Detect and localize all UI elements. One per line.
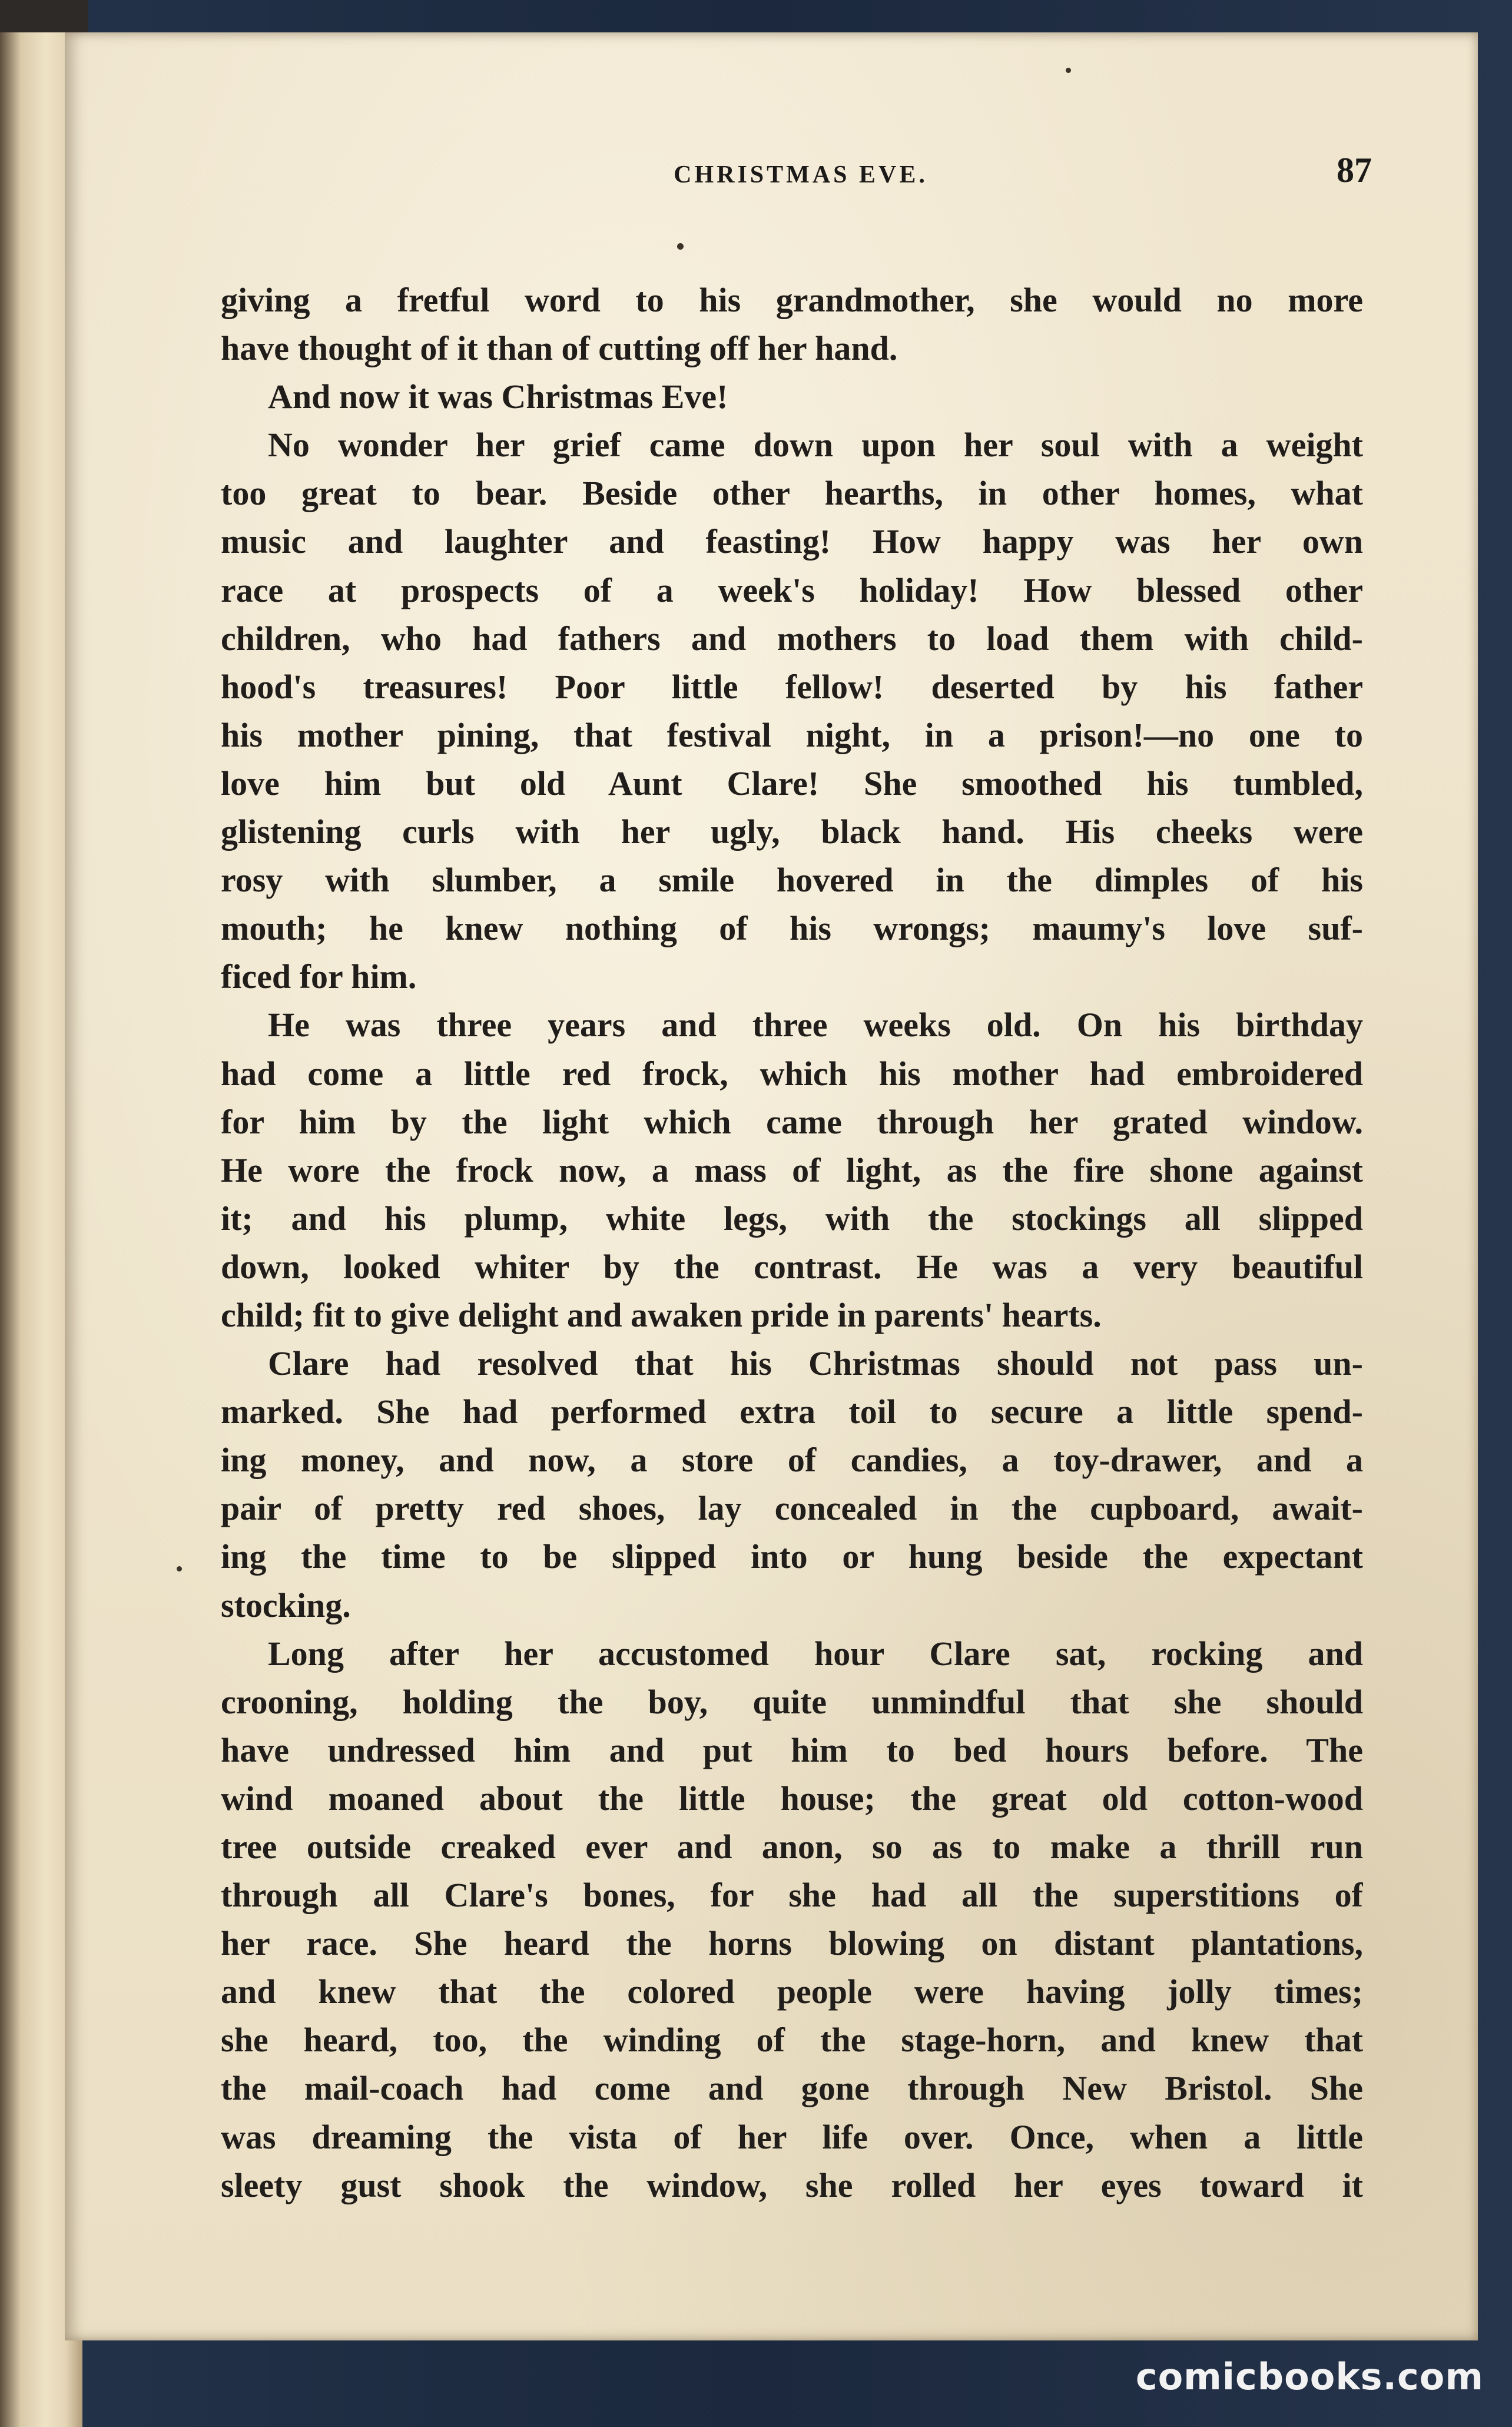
text-line: rosy with slumber, a smile hovered in the dimples of his [221, 861, 1363, 900]
text-line: was dreaming the vista of her life over. Once, when a little [221, 2117, 1363, 2156]
text-line: Long after her accustomed hour Clare sat, rocking and [268, 1634, 1363, 1673]
page-number: 87 [1337, 151, 1372, 190]
text-line: pair of pretty red shoes, lay concealed in the cupboard, await- [221, 1489, 1363, 1528]
text-line: wind moaned about the little house; the great old cotton-wood [221, 1779, 1363, 1818]
text-line: stocking. [221, 1586, 351, 1624]
text-line: marked. She had performed extra toil to secure a little spend- [221, 1392, 1363, 1431]
text-line: and knew that the colored people were having jolly times; [221, 1972, 1363, 2011]
text-line: for him by the light which came through her grated window. [221, 1102, 1363, 1141]
text-line: have thought of it than of cutting off her hand. [221, 329, 898, 368]
ink-speck [677, 243, 684, 250]
text-line: through all Clare's bones, for she had all the superstitions of [221, 1876, 1363, 1915]
text-line: He was three years and three weeks old. On his birthday [268, 1006, 1363, 1045]
text-line: sleety gust shook the window, she rolled her eyes toward it [221, 2166, 1363, 2204]
book-cover-corner [0, 0, 88, 32]
text-line: tree outside creaked ever and anon, so as to make a thrill run [221, 1828, 1363, 1866]
text-line: she heard, too, the winding of the stage-horn, and knew that [221, 2021, 1363, 2060]
text-line: race at prospects of a week's holiday! How blessed other [221, 571, 1363, 609]
text-line: And now it was Christmas Eve! [268, 377, 728, 416]
text-line: down, looked whiter by the contrast. He was a very beautiful [221, 1247, 1363, 1286]
text-line: Clare had resolved that his Christmas should not pass un- [268, 1344, 1363, 1383]
ink-speck [177, 1566, 182, 1571]
text-line: had come a little red frock, which his mother had embroidered [221, 1054, 1363, 1093]
running-title: CHRISTMAS EVE. [674, 161, 928, 188]
page-body-text [221, 276, 1363, 2210]
text-line: He wore the frock now, a mass of light, as the fire shone against [221, 1150, 1363, 1189]
text-line: crooning, holding the boy, quite unmindful that she should [221, 1682, 1363, 1721]
text-line: it; and his plump, white legs, with the stockings all slipped [221, 1199, 1363, 1238]
text-line: ing the time to be slipped into or hung beside the expectant [221, 1537, 1363, 1576]
text-line: glistening curls with her ugly, black hand. His cheeks were [221, 813, 1363, 851]
text-line: too great to bear. Beside other hearths, in other homes, what [221, 474, 1363, 513]
book-page [65, 32, 1478, 2340]
text-line: No wonder her grief came down upon her soul with a weight [268, 426, 1363, 465]
text-line: have undressed him and put him to bed hours before. The [221, 1730, 1363, 1769]
text-line: child; fit to give delight and awaken pride in parents' hearts. [221, 1295, 1102, 1334]
text-line: his mother pining, that festival night, in a prison!—no one to [221, 715, 1363, 754]
text-line: her race. She heard the horns blowing on distant plantations, [221, 1924, 1363, 1963]
watermark: comicbooks.com [1135, 2355, 1484, 2398]
text-line: love him but old Aunt Clare! She smoothed his tumbled, [221, 764, 1363, 803]
ink-speck [1066, 68, 1071, 73]
text-line: children, who had fathers and mothers to load them with child- [221, 619, 1363, 658]
text-line: hood's treasures! Poor little fellow! deserted by his father [221, 667, 1363, 706]
text-line: mouth; he knew nothing of his wrongs; maumy's love suf- [221, 909, 1363, 948]
text-line: ficed for him. [221, 957, 417, 996]
text-line: music and laughter and feasting! How happy was her own [221, 522, 1363, 561]
text-line: giving a fretful word to his grandmother, she would no more [221, 281, 1363, 319]
text-line: ing money, and now, a store of candies, a toy-drawer, and a [221, 1441, 1363, 1480]
text-line: the mail-coach had come and gone through New Bristol. She [221, 2069, 1363, 2108]
